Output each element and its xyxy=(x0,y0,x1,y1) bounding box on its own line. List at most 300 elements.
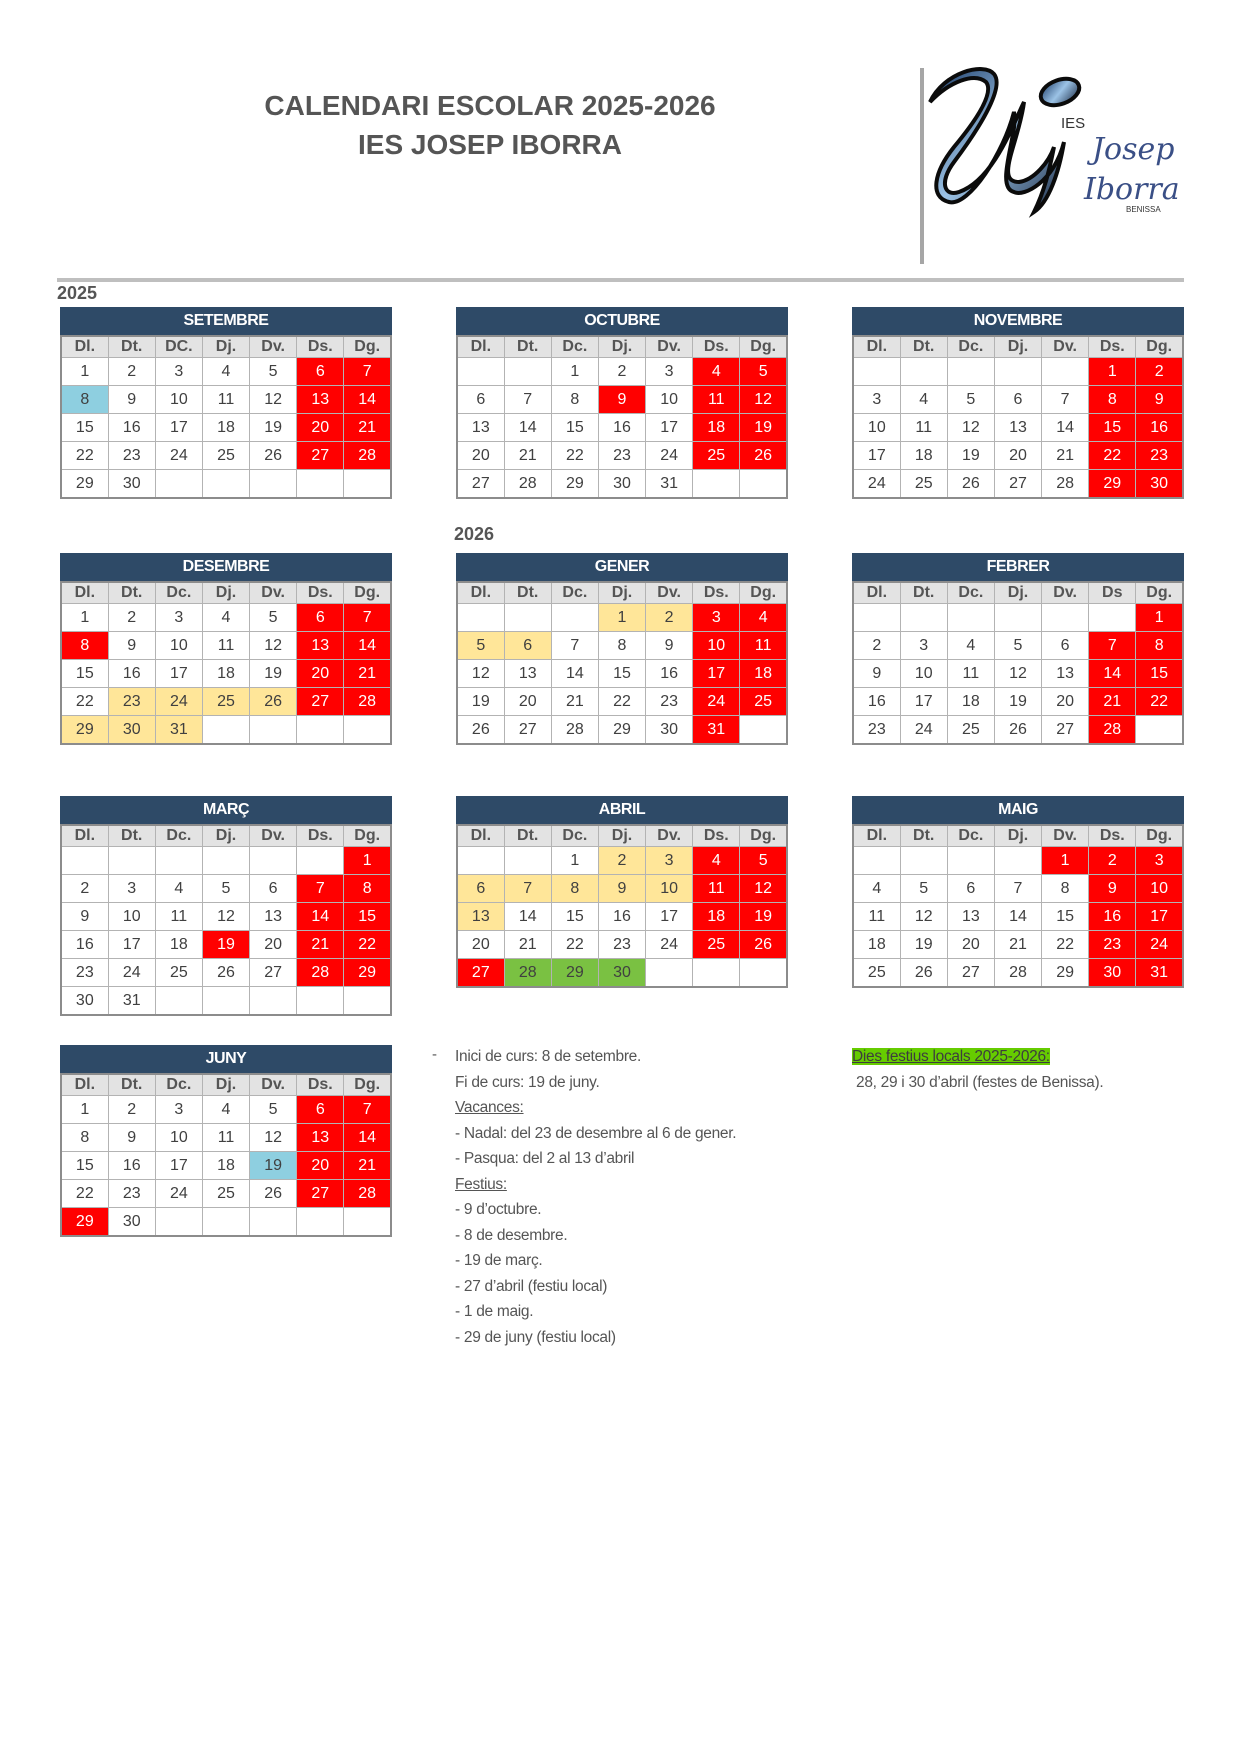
day-cell: 10 xyxy=(693,632,740,660)
empty-cell xyxy=(250,987,297,1016)
day-cell: 28 xyxy=(1089,716,1136,745)
month-name: FEBRER xyxy=(852,553,1184,581)
day-cell: 5 xyxy=(250,358,297,386)
note-line: - 8 de desembre. xyxy=(455,1226,568,1244)
day-cell: 1 xyxy=(344,847,391,875)
week-row xyxy=(853,903,1183,931)
empty-cell xyxy=(108,847,155,875)
day-cell: 23 xyxy=(598,442,645,470)
day-cell: 24 xyxy=(1136,931,1183,959)
day-cell: 6 xyxy=(947,875,994,903)
day-cell: 2 xyxy=(598,847,645,875)
day-cell: 27 xyxy=(504,716,551,745)
week-row xyxy=(853,386,1183,414)
week-row xyxy=(457,386,787,414)
day-cell: 4 xyxy=(155,875,202,903)
weekday-header: Dl. xyxy=(61,825,108,847)
day-cell: 30 xyxy=(598,959,645,988)
day-cell: 6 xyxy=(297,604,344,632)
day-cell: 29 xyxy=(61,716,108,745)
day-cell: 5 xyxy=(900,875,947,903)
day-cell: 25 xyxy=(202,1180,249,1208)
empty-cell xyxy=(693,959,740,988)
day-cell: 17 xyxy=(155,660,202,688)
empty-cell xyxy=(155,470,202,499)
day-cell: 12 xyxy=(250,1124,297,1152)
day-cell: 30 xyxy=(1089,959,1136,988)
day-cell: 27 xyxy=(297,688,344,716)
day-cell: 26 xyxy=(900,959,947,988)
day-cell: 24 xyxy=(155,1180,202,1208)
week-row xyxy=(853,470,1183,499)
empty-cell xyxy=(155,1208,202,1237)
day-cell: 22 xyxy=(1089,442,1136,470)
day-cell: 29 xyxy=(344,959,391,987)
day-cell: 5 xyxy=(947,386,994,414)
day-cell: 8 xyxy=(551,875,598,903)
day-cell: 12 xyxy=(457,660,504,688)
day-cell: 3 xyxy=(900,632,947,660)
note-line: Vacances: xyxy=(455,1099,524,1116)
day-cell: 18 xyxy=(155,931,202,959)
day-cell: 26 xyxy=(947,470,994,499)
day-cell: 7 xyxy=(1089,632,1136,660)
day-cell: 8 xyxy=(551,386,598,414)
day-cell: 30 xyxy=(1136,470,1183,499)
day-cell: 13 xyxy=(297,632,344,660)
empty-cell xyxy=(297,987,344,1016)
day-cell: 30 xyxy=(108,1208,155,1237)
weekday-header: Dl. xyxy=(61,1074,108,1096)
day-cell: 21 xyxy=(344,660,391,688)
day-cell: 31 xyxy=(155,716,202,745)
weekday-header: Dv. xyxy=(250,336,297,358)
day-cell: 12 xyxy=(202,903,249,931)
month-calendar xyxy=(456,307,788,499)
day-cell: 6 xyxy=(250,875,297,903)
weekday-header: Dl. xyxy=(853,825,900,847)
day-cell: 2 xyxy=(61,875,108,903)
day-cell: 10 xyxy=(108,903,155,931)
empty-cell xyxy=(947,847,994,875)
day-cell: 7 xyxy=(297,875,344,903)
weekday-header: Dj. xyxy=(202,1074,249,1096)
weekday-header: Dg. xyxy=(740,582,787,604)
day-cell: 22 xyxy=(344,931,391,959)
day-cell: 11 xyxy=(693,386,740,414)
day-cell: 21 xyxy=(1042,442,1089,470)
empty-cell xyxy=(900,358,947,386)
day-cell: 12 xyxy=(900,903,947,931)
weekday-header: Ds. xyxy=(1089,825,1136,847)
empty-cell xyxy=(740,470,787,499)
weekday-header: Dl. xyxy=(61,582,108,604)
day-cell: 24 xyxy=(646,931,693,959)
day-cell: 1 xyxy=(61,604,108,632)
day-cell: 17 xyxy=(646,414,693,442)
empty-cell xyxy=(853,847,900,875)
weekday-header: Dg. xyxy=(344,336,391,358)
week-row xyxy=(61,959,391,987)
day-cell: 14 xyxy=(504,414,551,442)
day-cell: 15 xyxy=(551,414,598,442)
day-cell: 10 xyxy=(646,875,693,903)
week-row xyxy=(61,903,391,931)
weekday-header: Dl. xyxy=(457,825,504,847)
day-cell: 14 xyxy=(504,903,551,931)
day-cell: 6 xyxy=(297,1096,344,1124)
day-cell: 14 xyxy=(344,386,391,414)
week-row xyxy=(61,386,391,414)
day-cell: 4 xyxy=(693,847,740,875)
weekday-header: Ds. xyxy=(297,582,344,604)
day-cell: 9 xyxy=(598,875,645,903)
day-cell: 1 xyxy=(1089,358,1136,386)
day-cell: 7 xyxy=(504,875,551,903)
day-cell: 15 xyxy=(344,903,391,931)
empty-cell xyxy=(947,358,994,386)
day-cell: 23 xyxy=(1089,931,1136,959)
day-cell: 25 xyxy=(693,931,740,959)
day-cell: 30 xyxy=(61,987,108,1016)
empty-cell xyxy=(457,358,504,386)
day-cell: 13 xyxy=(947,903,994,931)
day-cell: 30 xyxy=(108,470,155,499)
day-cell: 18 xyxy=(693,903,740,931)
empty-cell xyxy=(947,604,994,632)
day-cell: 10 xyxy=(155,632,202,660)
day-cell: 8 xyxy=(1089,386,1136,414)
local-holidays-text: 28, 29 i 30 d’abril (festes de Benissa). xyxy=(856,1073,1104,1091)
day-cell: 13 xyxy=(1042,660,1089,688)
day-cell: 26 xyxy=(994,716,1041,745)
day-cell: 29 xyxy=(61,470,108,499)
day-cell: 25 xyxy=(947,716,994,745)
note-line: - Pasqua: del 2 al 13 d’abril xyxy=(455,1150,635,1167)
day-cell: 15 xyxy=(61,660,108,688)
day-cell: 16 xyxy=(61,931,108,959)
empty-cell xyxy=(646,959,693,988)
weekday-header: Dv. xyxy=(250,825,297,847)
day-cell: 15 xyxy=(61,1152,108,1180)
weekday-header: Dc. xyxy=(947,336,994,358)
weekday-header: Ds. xyxy=(1089,336,1136,358)
weekday-header: Dj. xyxy=(202,582,249,604)
day-cell: 2 xyxy=(1089,847,1136,875)
weekday-header: Dj. xyxy=(994,336,1041,358)
day-cell: 31 xyxy=(693,716,740,745)
day-cell: 8 xyxy=(1042,875,1089,903)
weekday-header: Dv. xyxy=(1042,336,1089,358)
month-name: MAIG xyxy=(852,796,1184,824)
month-calendar xyxy=(60,796,392,1016)
weekday-header: Dt. xyxy=(900,582,947,604)
day-cell: 10 xyxy=(155,386,202,414)
day-cell: 25 xyxy=(740,688,787,716)
month-name: GENER xyxy=(456,553,788,581)
day-cell: 9 xyxy=(853,660,900,688)
empty-cell xyxy=(155,987,202,1016)
empty-cell xyxy=(297,847,344,875)
weekday-header: Dj. xyxy=(598,825,645,847)
week-row xyxy=(61,931,391,959)
day-cell: 17 xyxy=(155,1152,202,1180)
weekday-header: Dv. xyxy=(646,582,693,604)
note-line: Fi de curs: 19 de juny. xyxy=(455,1073,600,1091)
weekday-header: Dj. xyxy=(202,825,249,847)
day-cell: 5 xyxy=(457,632,504,660)
empty-cell xyxy=(1042,604,1089,632)
day-cell: 27 xyxy=(297,442,344,470)
note-line: - 9 d’octubre. xyxy=(455,1201,542,1218)
empty-cell xyxy=(853,604,900,632)
weekday-header: Dj. xyxy=(598,336,645,358)
empty-cell xyxy=(1089,604,1136,632)
day-cell: 26 xyxy=(250,688,297,716)
day-cell: 14 xyxy=(551,660,598,688)
day-cell: 14 xyxy=(344,632,391,660)
day-cell: 24 xyxy=(155,688,202,716)
week-row xyxy=(61,1124,391,1152)
day-cell: 3 xyxy=(155,604,202,632)
empty-cell xyxy=(693,470,740,499)
day-cell: 12 xyxy=(740,386,787,414)
day-cell: 2 xyxy=(108,1096,155,1124)
day-cell: 1 xyxy=(61,358,108,386)
header-rule xyxy=(57,278,1184,282)
day-cell: 19 xyxy=(900,931,947,959)
local-holidays-section xyxy=(852,1044,1103,1095)
day-cell: 23 xyxy=(1136,442,1183,470)
day-cell: 28 xyxy=(344,688,391,716)
note-line: - 1 de maig. xyxy=(455,1303,534,1320)
day-cell: 14 xyxy=(1042,414,1089,442)
day-cell: 12 xyxy=(994,660,1041,688)
week-row xyxy=(457,358,787,386)
weekday-header: Dl. xyxy=(457,582,504,604)
empty-cell xyxy=(344,470,391,499)
day-cell: 16 xyxy=(1136,414,1183,442)
empty-cell xyxy=(344,987,391,1016)
month-name: OCTUBRE xyxy=(456,307,788,335)
weekday-header: Ds. xyxy=(693,825,740,847)
day-cell: 7 xyxy=(344,604,391,632)
weekday-header: Ds. xyxy=(297,1074,344,1096)
day-cell: 23 xyxy=(108,1180,155,1208)
weekday-header: Dl. xyxy=(61,336,108,358)
week-row xyxy=(853,875,1183,903)
day-cell: 24 xyxy=(155,442,202,470)
day-cell: 25 xyxy=(202,442,249,470)
weekday-header: Dv. xyxy=(646,336,693,358)
week-row xyxy=(61,716,391,745)
week-row xyxy=(853,931,1183,959)
day-cell: 28 xyxy=(1042,470,1089,499)
day-cell: 13 xyxy=(297,386,344,414)
day-cell: 1 xyxy=(551,847,598,875)
day-cell: 15 xyxy=(61,414,108,442)
day-cell: 2 xyxy=(108,358,155,386)
day-cell: 2 xyxy=(646,604,693,632)
weekday-header: Dv. xyxy=(646,825,693,847)
day-cell: 28 xyxy=(994,959,1041,988)
note-line: Inici de curs: 8 de setembre. xyxy=(455,1048,642,1065)
empty-cell xyxy=(202,716,249,745)
day-cell: 12 xyxy=(250,632,297,660)
day-cell: 17 xyxy=(155,414,202,442)
week-row xyxy=(61,1152,391,1180)
week-row xyxy=(457,931,787,959)
empty-cell xyxy=(1042,358,1089,386)
day-cell: 4 xyxy=(900,386,947,414)
weekday-header: Dc. xyxy=(551,825,598,847)
weekday-header: Ds xyxy=(1089,582,1136,604)
week-row xyxy=(61,1096,391,1124)
day-cell: 12 xyxy=(947,414,994,442)
month-calendar xyxy=(456,553,788,745)
week-row xyxy=(853,358,1183,386)
day-cell: 18 xyxy=(202,414,249,442)
svg-text:IES: IES xyxy=(1061,115,1086,132)
week-row xyxy=(457,470,787,499)
week-row xyxy=(457,414,787,442)
day-cell: 30 xyxy=(646,716,693,745)
day-cell: 19 xyxy=(250,660,297,688)
weekday-header: Dc. xyxy=(947,582,994,604)
day-cell: 23 xyxy=(853,716,900,745)
day-cell: 27 xyxy=(457,959,504,988)
empty-cell xyxy=(457,847,504,875)
day-cell: 9 xyxy=(1089,875,1136,903)
week-row xyxy=(457,903,787,931)
week-row xyxy=(853,716,1183,745)
weekday-header: Dt. xyxy=(108,825,155,847)
day-cell: 2 xyxy=(853,632,900,660)
week-row xyxy=(457,604,787,632)
day-cell: 8 xyxy=(1136,632,1183,660)
day-cell: 25 xyxy=(853,959,900,988)
month-name: MARÇ xyxy=(60,796,392,824)
week-row xyxy=(61,847,391,875)
day-cell: 27 xyxy=(947,959,994,988)
day-cell: 10 xyxy=(900,660,947,688)
day-cell: 13 xyxy=(250,903,297,931)
weekday-header: Dg. xyxy=(1136,825,1183,847)
weekday-header: Dc. xyxy=(155,582,202,604)
note-line: - 19 de març. xyxy=(455,1252,543,1269)
day-cell: 19 xyxy=(740,414,787,442)
day-cell: 13 xyxy=(457,414,504,442)
empty-cell xyxy=(297,716,344,745)
page-title: CALENDARI ESCOLAR 2025-2026 xyxy=(264,90,716,121)
day-cell: 15 xyxy=(1136,660,1183,688)
day-cell: 2 xyxy=(1136,358,1183,386)
day-cell: 16 xyxy=(108,660,155,688)
day-cell: 10 xyxy=(1136,875,1183,903)
day-cell: 18 xyxy=(853,931,900,959)
day-cell: 24 xyxy=(646,442,693,470)
day-cell: 10 xyxy=(155,1124,202,1152)
day-cell: 1 xyxy=(61,1096,108,1124)
day-cell: 24 xyxy=(108,959,155,987)
day-cell: 21 xyxy=(344,1152,391,1180)
week-row xyxy=(457,660,787,688)
empty-cell xyxy=(504,358,551,386)
empty-cell xyxy=(1136,716,1183,745)
day-cell: 3 xyxy=(108,875,155,903)
day-cell: 29 xyxy=(1042,959,1089,988)
day-cell: 20 xyxy=(1042,688,1089,716)
day-cell: 17 xyxy=(646,903,693,931)
empty-cell xyxy=(202,847,249,875)
week-row xyxy=(61,358,391,386)
notes-bullet: - xyxy=(432,1046,437,1063)
week-row xyxy=(61,1208,391,1237)
day-cell: 20 xyxy=(504,688,551,716)
weekday-header: Dc. xyxy=(155,825,202,847)
weekday-header: Dg. xyxy=(740,336,787,358)
day-cell: 10 xyxy=(646,386,693,414)
day-cell: 3 xyxy=(155,358,202,386)
month-name: ABRIL xyxy=(456,796,788,824)
weekday-header: Dj. xyxy=(598,582,645,604)
day-cell: 25 xyxy=(202,688,249,716)
day-cell: 23 xyxy=(598,931,645,959)
day-cell: 9 xyxy=(61,903,108,931)
day-cell: 16 xyxy=(108,414,155,442)
day-cell: 21 xyxy=(344,414,391,442)
day-cell: 20 xyxy=(297,1152,344,1180)
weekday-header: Dv. xyxy=(250,1074,297,1096)
day-cell: 5 xyxy=(250,1096,297,1124)
empty-cell xyxy=(202,1208,249,1237)
day-cell: 9 xyxy=(1136,386,1183,414)
day-cell: 27 xyxy=(994,470,1041,499)
day-cell: 26 xyxy=(740,442,787,470)
day-cell: 7 xyxy=(1042,386,1089,414)
weekday-header: Dt. xyxy=(900,336,947,358)
weekday-header: Dt. xyxy=(108,1074,155,1096)
day-cell: 14 xyxy=(297,903,344,931)
day-cell: 23 xyxy=(61,959,108,987)
empty-cell xyxy=(250,470,297,499)
day-cell: 11 xyxy=(693,875,740,903)
day-cell: 6 xyxy=(1042,632,1089,660)
day-cell: 7 xyxy=(551,632,598,660)
day-cell: 23 xyxy=(108,688,155,716)
day-cell: 4 xyxy=(202,358,249,386)
empty-cell xyxy=(297,470,344,499)
day-cell: 6 xyxy=(994,386,1041,414)
empty-cell xyxy=(250,847,297,875)
weekday-header: Dt. xyxy=(108,336,155,358)
day-cell: 11 xyxy=(202,632,249,660)
day-cell: 21 xyxy=(1089,688,1136,716)
weekday-header: Dv. xyxy=(1042,582,1089,604)
day-cell: 25 xyxy=(693,442,740,470)
day-cell: 7 xyxy=(994,875,1041,903)
day-cell: 5 xyxy=(740,847,787,875)
week-row xyxy=(853,632,1183,660)
weekday-header: Dc. xyxy=(947,825,994,847)
day-cell: 6 xyxy=(297,358,344,386)
month-calendar xyxy=(60,307,392,499)
day-cell: 11 xyxy=(202,1124,249,1152)
week-row xyxy=(457,688,787,716)
empty-cell xyxy=(853,358,900,386)
day-cell: 28 xyxy=(551,716,598,745)
day-cell: 11 xyxy=(853,903,900,931)
